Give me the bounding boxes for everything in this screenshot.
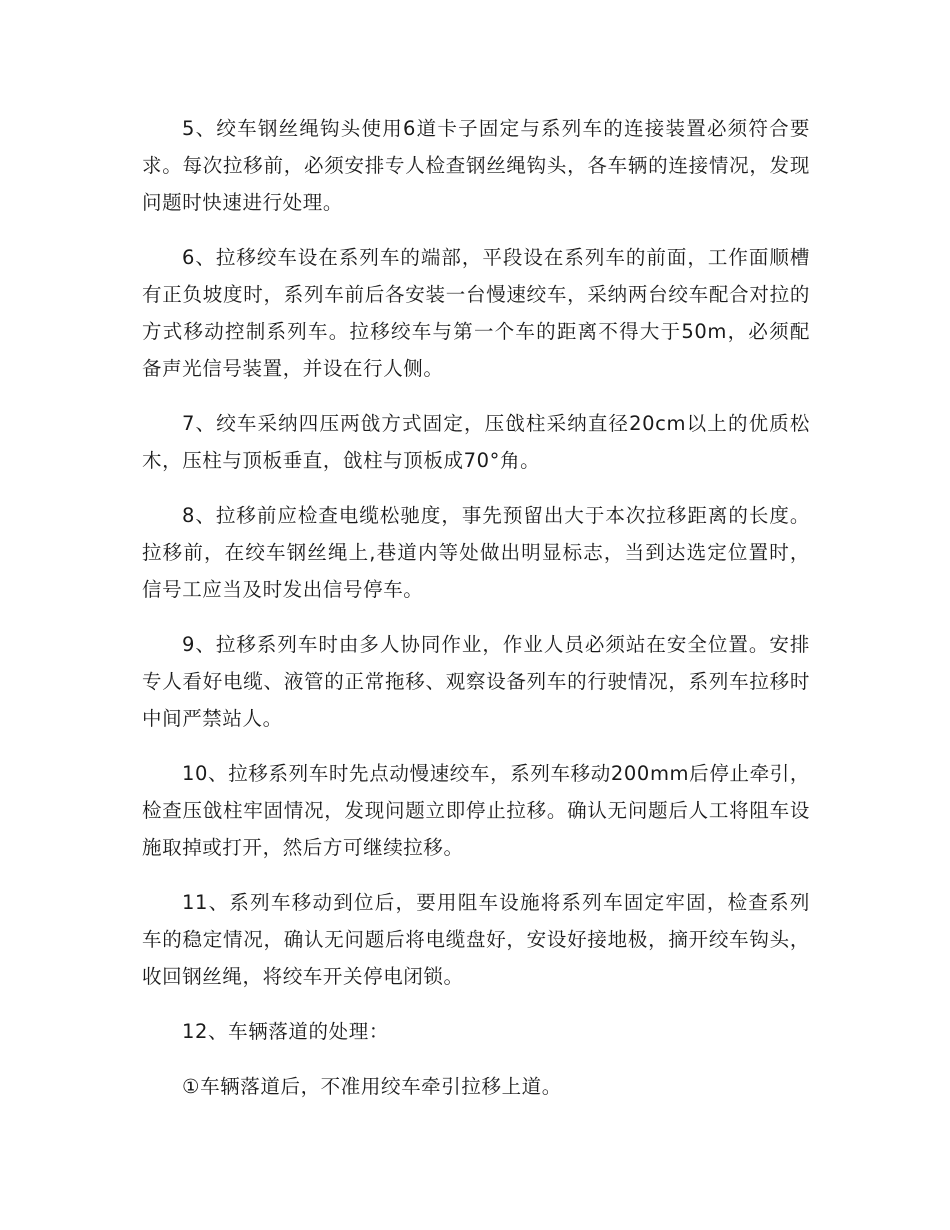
paragraph-item-10: 10、拉移系列车时先点动慢速绞车，系列车移动200mm后停止牵引，检查压戗柱牢固情况，发现问题立即停止拉移。确认无问题后人工将阻车设施取掉或打开，然后方可继续拉移。 (142, 762, 810, 859)
document-body (142, 110, 810, 1123)
paragraph-item-8: 8、拉移前应检查电缆松驰度，事先预留出大于本次拉移距离的长度。拉移前，在绞车钢丝绳上,巷道内等处做出明显标志，当到达选定位置时，信号工应当及时发出信号停车。 (142, 504, 810, 601)
paragraph-item-12-heading: 12、车辆落道的处理： (182, 1020, 389, 1043)
paragraph-subitem-1: ①车辆落道后，不准用绞车牵引拉移上道。 (182, 1075, 562, 1098)
paragraph-item-11: 11、系列车移动到位后，要用阻车设施将系列车固定牢固，检查系列车的稳定情况，确认无问题后将电缆盘好，安设好接地极，摘开绞车钩头，收回钢丝绳，将绞车开关停电闭锁。 (142, 891, 810, 988)
paragraph-item-9: 9、拉移系列车时由多人协同作业，作业人员必须站在安全位置。安排专人看好电缆、液管的正常拖移、观察设备列车的行驶情况，系列车拉移时中间严禁站人。 (142, 633, 810, 730)
paragraph-item-7: 7、绞车采纳四压两戗方式固定，压戗柱采纳直径20cm以上的优质松木，压柱与顶板垂直，戗柱与顶板成70°角。 (142, 412, 810, 472)
paragraph-item-5: 5、绞车钢丝绳钩头使用6道卡子固定与系列车的连接装置必须符合要求。每次拉移前，必须安排专人检查钢丝绳钩头，各车辆的连接情况，发现问题时快速进行处理。 (142, 117, 810, 214)
paragraph-item-6: 6、拉移绞车设在系列车的端部，平段设在系列车的前面，工作面顺槽有正负坡度时，系列车前后各安装一台慢速绞车，采纳两台绞车配合对拉的方式移动控制系列车。拉移绞车与第一个车的距离不得大于50m，必须配备声光信号装置，并设在行人侧。 (142, 246, 810, 380)
